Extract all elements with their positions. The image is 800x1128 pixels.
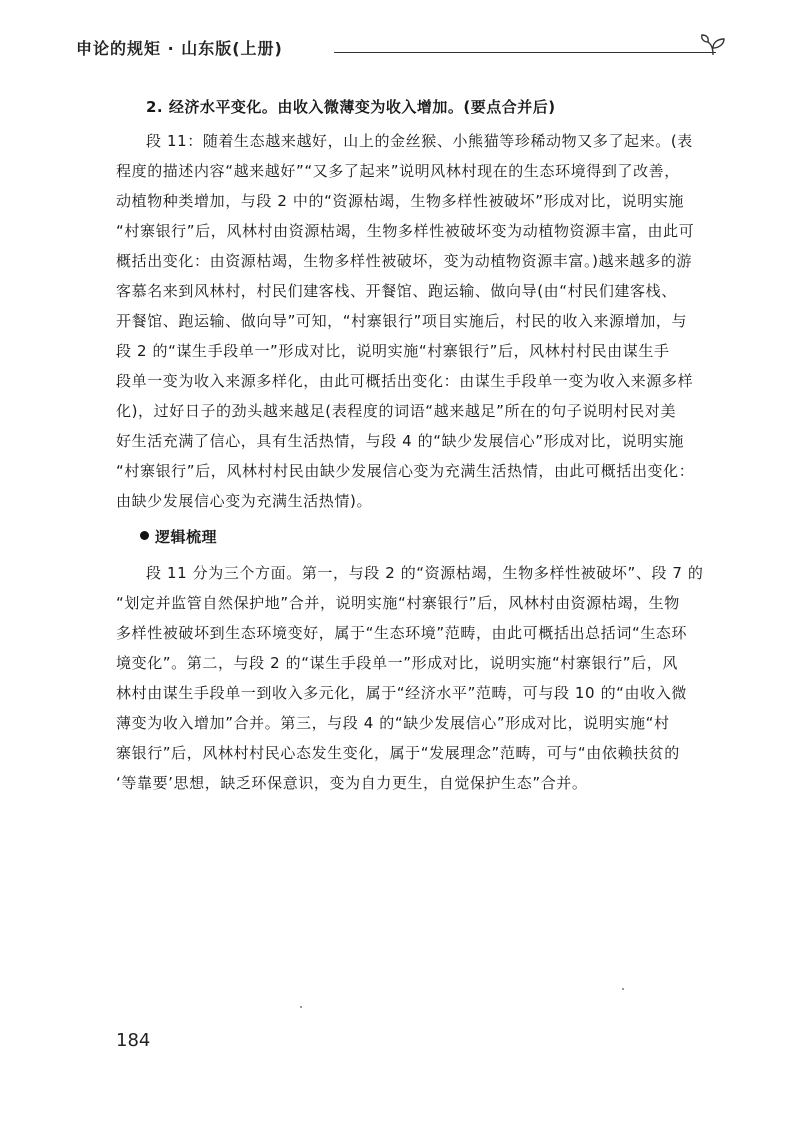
page-body (116, 92, 710, 798)
paragraph-logic (116, 558, 710, 798)
paragraph-line: “村寨银行”后，风林村由资源枯竭，生物多样性被破坏变为动植物资源丰富，由此可 (116, 222, 695, 240)
scan-speck (622, 988, 624, 990)
running-header (76, 32, 726, 60)
logic-heading-label: 逻辑梳理 (155, 528, 218, 546)
paragraph-line: “划定并监管自然保护地”合并，说明实施“村寨银行”后，风林村由资源枯竭，生物 (116, 594, 680, 612)
paragraph-line: 段 11 分为三个方面。第一，与段 2 的“资源枯竭，生物多样性被破坏”、段 7 的 (146, 564, 704, 582)
paragraph-line: 段单一变为收入来源多样化，由此可概括出变化：由谋生手段单一变为收入来源多样 (116, 372, 694, 390)
paragraph-line: 开餐馆、跑运输、做向导”可知，“村寨银行”项目实施后，村民的收入来源增加，与 (116, 312, 688, 330)
paragraph-line: 薄变为收入增加”合并。第三，与段 4 的“缺少发展信心”形成对比，说明实施“村 (116, 714, 670, 732)
logic-heading (116, 522, 710, 552)
paragraph-line: 境变化”。第二，与段 2 的“谋生手段单一”形成对比，说明实施“村寨银行”后，风 (116, 654, 678, 672)
paragraph-analysis (116, 126, 710, 516)
paragraph-line: 程度的描述内容“越来越好”“又多了起来”说明风林村现在的生态环境得到了改善， (116, 162, 680, 180)
paragraph-line: 客慕名来到风林村，村民们建客栈、开餐馆、跑运输、做向导(由“村民们建客栈、 (116, 282, 677, 300)
scan-speck (300, 1006, 302, 1008)
paragraph-line: 林村由谋生手段单一到收入多元化，属于“经济水平”范畴，可与段 10 的“由收入微 (116, 684, 687, 702)
paragraph-line: 段 11：随着生态越来越好，山上的金丝猴、小熊猫等珍稀动物又多了起来。(表 (146, 132, 693, 150)
sprout-icon (700, 34, 726, 56)
paragraph-line: 段 2 的“谋生手段单一”形成对比，说明实施“村寨银行”后，风林村村民由谋生手 (116, 342, 670, 360)
paragraph-line: 多样性被破坏到生态环境变好，属于“生态环境”范畴，由此可概括出总括词“生态环 (116, 624, 688, 642)
page-number: 184 (116, 1030, 151, 1051)
paragraph-line: 好生活充满了信心，具有生活热情，与段 4 的“缺少发展信心”形成对比，说明实施 (116, 432, 685, 450)
section-heading: 2. 经济水平变化。由收入微薄变为收入增加。(要点合并后) (146, 98, 556, 116)
paragraph-line: 动植物种类增加，与段 2 中的“资源枯竭，生物多样性被破坏”形成对比，说明实施 (116, 192, 685, 210)
paragraph-line: 由缺少发展信心变为充满生活热情)。 (116, 492, 373, 510)
paragraph-line: 寨银行”后，风林村村民心态发生变化，属于“发展理念”范畴，可与“由依赖扶贫的 (116, 744, 680, 762)
book-title: 申论的规矩 · 山东版(上册) (76, 39, 283, 58)
paragraph-line: 概括出变化：由资源枯竭，生物多样性被破坏，变为动植物资源丰富。)越来越多的游 (116, 252, 693, 270)
header-rule (334, 52, 716, 53)
bullet-icon (140, 531, 149, 540)
paragraph-line: 化)，过好日子的劲头越来越足(表程度的词语“越来越足”所在的句子说明村民对美 (116, 402, 677, 420)
paragraph-line: “村寨银行”后，风林村村民由缺少发展信心变为充满生活热情，由此可概括出变化： (116, 462, 695, 480)
paragraph-line: ‘等靠要’思想，缺乏环保意识，变为自力更生，自觉保护生态”合并。 (116, 774, 588, 792)
